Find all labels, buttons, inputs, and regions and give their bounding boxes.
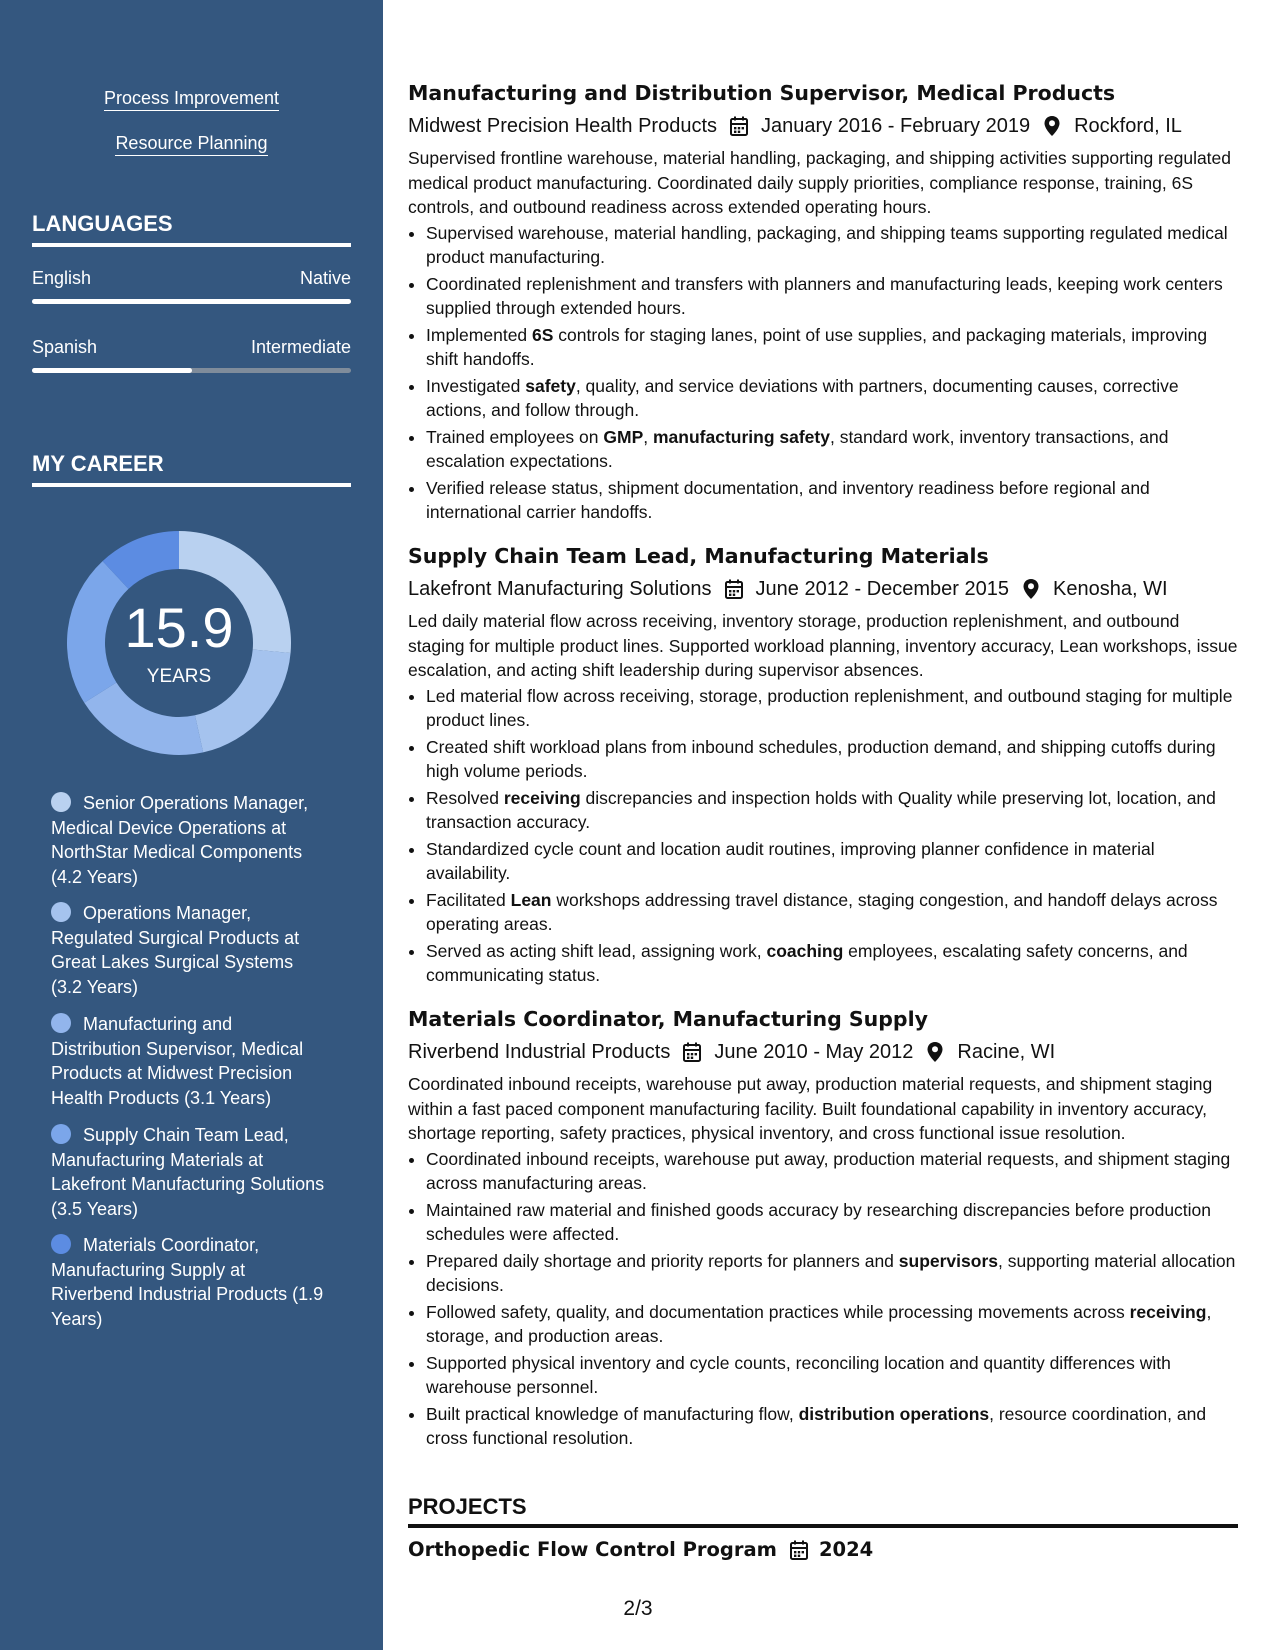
job-bullet: • Led material flow across receiving, storage, production replenishment, and outbound staging for multiple product lines. [426,684,1238,733]
project-item [408,1538,1238,1561]
career-legend-dot [51,1013,71,1033]
career-item: Operations Manager, Regulated Surgical Products at Great Lakes Surgical Systems (3.2 Years) [51,903,300,997]
calendar-icon [724,578,746,600]
job-location: Rockford, IL [1074,115,1182,137]
skill-item: Process Improvement [0,88,383,109]
job-bullet: • Standardized cycle count and location audit routines, improving planner confidence in material availability. [426,837,1238,886]
job-company: Riverbend Industrial Products [408,1041,671,1063]
languages-heading: LANGUAGES [32,211,351,247]
job-dates: June 2012 - December 2015 [755,578,1010,600]
job-bullet: • Maintained raw material and finished goods accuracy by researching discrepancies before production schedules were affected. [426,1198,1238,1247]
calendar-icon [789,1539,811,1561]
job-bullets [408,221,1238,525]
job-bullet: • Trained employees on GMP, manufacturing safety, standard work, inventory transactions, and escalation expectations. [426,425,1238,474]
job-bullet: • Supervised warehouse, material handling, packaging, and shipping teams supporting regulated medical product manufacturing. [426,221,1238,270]
job-summary: Coordinated inbound receipts, warehouse put away, production material requests, and shipment staging within a fast paced component manufacturing facility. Built foundational capability in inventory accuracy, shortage reporting, safety practices, physical inventory, and cross functional issue resolution. [408,1074,1213,1143]
calendar-icon [729,115,751,137]
language-name: Spanish [32,337,98,357]
location-pin-icon [925,1041,947,1063]
job-company: Lakefront Manufacturing Solutions [408,578,712,600]
career-total-unit: YEARS [146,666,212,687]
career-item: Senior Operations Manager, Medical Device Operations at NorthStar Medical Components (4.2 Years) [51,793,309,887]
page-number: 2/3 [623,1597,653,1620]
job-meta [408,110,1238,142]
language-level: Intermediate [250,337,351,357]
language-name: English [32,268,92,288]
job-bullet: • Facilitated Lean workshops addressing travel distance, staging congestion, and handoff delays across operating areas. [426,888,1238,937]
skill-item: Resource Planning [0,133,383,154]
job-bullets [408,1147,1238,1451]
job-bullet: • Coordinated inbound receipts, warehouse put away, production material requests, and shipment staging across manufacturing areas. [426,1147,1238,1196]
job-bullet: • Built practical knowledge of manufacturing flow, distribution operations, resource coordination, and cross functional resolution. [426,1402,1238,1451]
career-donut-slice [84,683,203,755]
job-bullet: • Prepared daily shortage and priority reports for planners and supervisors, supporting material allocation decisions. [426,1249,1238,1298]
language-bar [32,299,351,304]
job-entry [408,1004,1238,1453]
job-bullet: • Verified release status, shipment documentation, and inventory readiness before regional and international carrier handoffs. [426,476,1238,525]
project-title: Orthopedic Flow Control Program [408,1538,777,1561]
job-company: Midwest Precision Health Products [408,115,718,137]
job-bullet: • Implemented 6S controls for staging lanes, point of use supplies, and packaging materials, improving shift handoffs. [426,323,1238,372]
job-bullet: • Coordinated replenishment and transfers with planners and manufacturing leads, keeping work centers supplied through extended hours. [426,272,1238,321]
job-bullet: • Created shift workload plans from inbound schedules, production demand, and shipping cutoffs during high volume periods. [426,735,1238,784]
job-bullet: • Investigated safety, quality, and service deviations with partners, documenting causes, corrective actions, and follow through. [426,374,1238,423]
career-legend-dot [51,902,71,922]
projects-heading: PROJECTS [408,1494,1238,1528]
career-legend-dot [51,1124,71,1144]
job-title: Materials Coordinator, Manufacturing Supply [408,1007,928,1031]
language-row [32,337,351,358]
job-summary: Supervised frontline warehouse, material handling, packaging, and shipping activities supporting regulated medical product manufacturing. Coordinated daily supply priorities, compliance response, training, 6S controls, and outbound readiness across extended operating hours. [408,148,1232,217]
job-title: Supply Chain Team Lead, Manufacturing Materials [408,544,989,568]
job-location: Kenosha, WI [1053,578,1168,600]
job-bullet: • Resolved receiving discrepancies and inspection holds with Quality while preserving lot, location, and transaction accuracy. [426,786,1238,835]
job-bullet: • Supported physical inventory and cycle counts, reconciling location and quantity differences with warehouse personnel. [426,1351,1238,1400]
career-total-value: 15.9 [124,596,234,659]
career-legend-dot [51,792,71,812]
language-bar-fill [32,368,192,373]
job-bullets [408,684,1238,988]
career-heading: MY CAREER [32,451,351,487]
language-bar [32,368,351,373]
career-item: Materials Coordinator, Manufacturing Supply at Riverbend Industrial Products (1.9 Years) [51,1235,324,1329]
job-entry [408,541,1238,990]
job-dates: June 2010 - May 2012 [714,1041,914,1063]
job-dates: January 2016 - February 2019 [761,115,1031,137]
career-legend-dot [51,1234,71,1254]
job-location: Racine, WI [957,1041,1056,1063]
language-bar-fill [32,299,351,304]
job-title: Manufacturing and Distribution Supervisor, Medical Products [408,81,1116,105]
language-row [32,268,351,289]
sidebar [0,0,383,1650]
calendar-icon [682,1041,704,1063]
job-summary: Led daily material flow across receiving, inventory storage, production replenishment, and outbound staging for multiple product lines. Supported workload planning, inventory accuracy, Lean workshops, issue escalation, and acting shift leadership during supervisor absences. [408,611,1238,680]
career-donut-slice [195,650,291,753]
job-meta [408,573,1238,605]
project-year: 2024 [818,1538,874,1561]
location-pin-icon [1042,115,1064,137]
language-level: Native [299,268,351,288]
job-meta [408,1036,1238,1068]
location-pin-icon [1021,578,1043,600]
career-item: Manufacturing and Distribution Supervisor, Medical Products at Midwest Precision Health Products (3.1 Years) [51,1014,304,1108]
job-bullet: • Served as acting shift lead, assigning work, coaching employees, escalating safety concerns, and communicating status. [426,939,1238,988]
job-entry [408,78,1238,527]
job-bullet: • Followed safety, quality, and documentation practices while processing movements across receiving, storage, and production areas. [426,1300,1238,1349]
career-item: Supply Chain Team Lead, Manufacturing Materials at Lakefront Manufacturing Solutions (3.5 Years) [51,1125,325,1219]
